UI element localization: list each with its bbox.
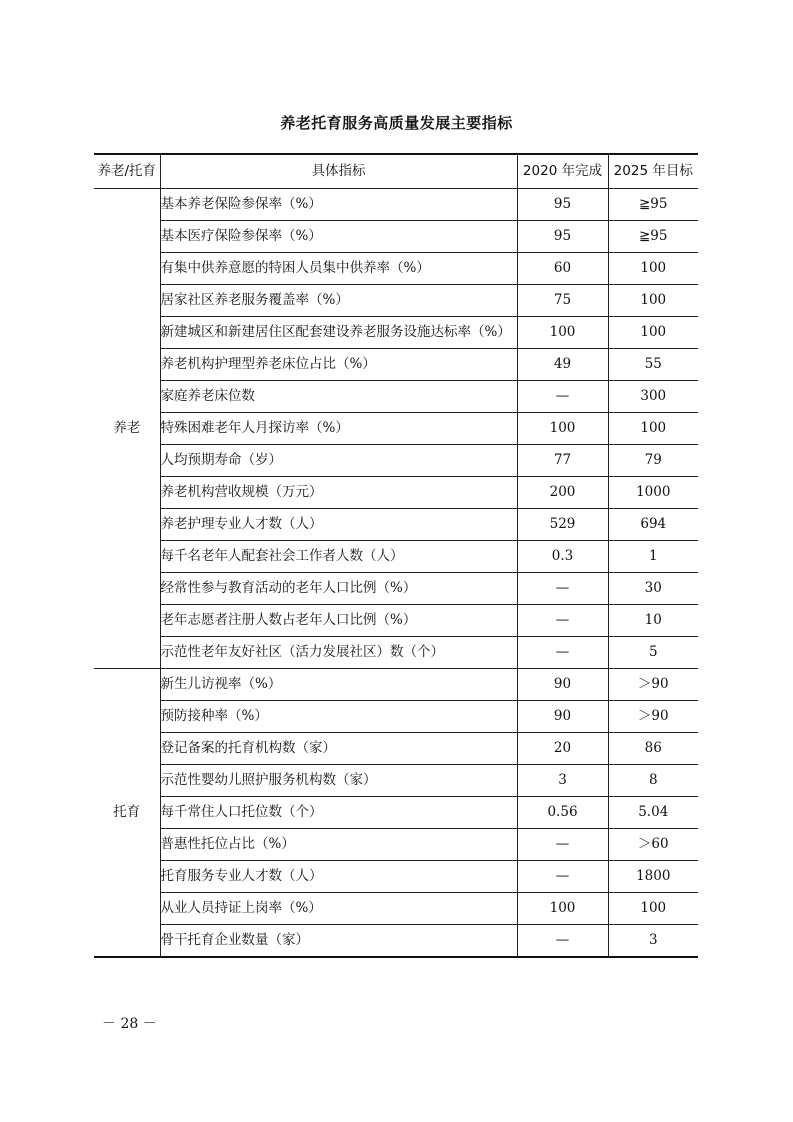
- value-2020-cell: 20: [517, 732, 608, 764]
- indicator-cell: 骨干托育企业数量（家）: [160, 924, 517, 957]
- table-body: [94, 188, 698, 957]
- value-2020-cell: 77: [517, 444, 608, 476]
- indicator-cell: 养老护理专业人才数（人）: [160, 508, 517, 540]
- value-2020-cell: 0.3: [517, 540, 608, 572]
- indicator-cell: 人均预期寿命（岁）: [160, 444, 517, 476]
- header-row: [94, 154, 698, 188]
- table-row: [94, 252, 698, 284]
- table-row: [94, 188, 698, 220]
- indicator-cell: 从业人员持证上岗率（%）: [160, 892, 517, 924]
- indicator-cell: 家庭养老床位数: [160, 380, 517, 412]
- value-2025-cell: ＞60: [608, 828, 698, 860]
- value-2025-cell: 86: [608, 732, 698, 764]
- value-2025-cell: 100: [608, 412, 698, 444]
- table-row: [94, 636, 698, 668]
- value-2025-cell: 10: [608, 604, 698, 636]
- table-row: [94, 668, 698, 700]
- indicator-cell: 经常性参与教育活动的老年人口比例（%）: [160, 572, 517, 604]
- value-2020-cell: 49: [517, 348, 608, 380]
- value-2020-cell: 90: [517, 700, 608, 732]
- value-2025-cell: ≧95: [608, 220, 698, 252]
- value-2025-cell: 8: [608, 764, 698, 796]
- value-2025-cell: 1: [608, 540, 698, 572]
- page-number: － 28 －: [102, 1016, 157, 1032]
- table-row: [94, 924, 698, 957]
- indicator-cell: 养老机构营收规模（万元）: [160, 476, 517, 508]
- table-row: [94, 732, 698, 764]
- table-row: [94, 540, 698, 572]
- value-2020-cell: 100: [517, 892, 608, 924]
- header-2020: 2020 年完成: [517, 154, 608, 188]
- value-2025-cell: 1800: [608, 860, 698, 892]
- indicator-cell: 示范性老年友好社区（活力发展社区）数（个）: [160, 636, 517, 668]
- indicator-cell: 新建城区和新建居住区配套建设养老服务设施达标率（%）: [160, 316, 517, 348]
- table-row: [94, 348, 698, 380]
- value-2020-cell: 90: [517, 668, 608, 700]
- header-category: 养老/托育: [94, 154, 160, 188]
- category-cell: 养老: [94, 188, 160, 668]
- indicator-cell: 普惠性托位占比（%）: [160, 828, 517, 860]
- table-row: [94, 764, 698, 796]
- value-2025-cell: 3: [608, 924, 698, 957]
- header-indicator: 具体指标: [160, 154, 517, 188]
- value-2025-cell: ＞90: [608, 700, 698, 732]
- table-row: [94, 444, 698, 476]
- table-title: 养老托育服务高质量发展主要指标: [280, 114, 513, 132]
- value-2025-cell: 100: [608, 892, 698, 924]
- table-row: [94, 892, 698, 924]
- value-2025-cell: 100: [608, 252, 698, 284]
- value-2025-cell: ＞90: [608, 668, 698, 700]
- indicator-cell: 新生儿访视率（%）: [160, 668, 517, 700]
- value-2020-cell: —: [517, 380, 608, 412]
- indicator-cell: 有集中供养意愿的特困人员集中供养率（%）: [160, 252, 517, 284]
- table-row: [94, 700, 698, 732]
- value-2025-cell: 100: [608, 284, 698, 316]
- value-2025-cell: 5.04: [608, 796, 698, 828]
- value-2025-cell: 694: [608, 508, 698, 540]
- value-2020-cell: 529: [517, 508, 608, 540]
- table-row: [94, 860, 698, 892]
- indicator-cell: 托育服务专业人才数（人）: [160, 860, 517, 892]
- value-2020-cell: 95: [517, 188, 608, 220]
- value-2020-cell: 60: [517, 252, 608, 284]
- indicator-cell: 基本养老保险参保率（%）: [160, 188, 517, 220]
- table-row: [94, 284, 698, 316]
- value-2025-cell: ≧95: [608, 188, 698, 220]
- table-row: [94, 572, 698, 604]
- value-2025-cell: 1000: [608, 476, 698, 508]
- indicator-cell: 示范性婴幼儿照护服务机构数（家）: [160, 764, 517, 796]
- indicator-cell: 基本医疗保险参保率（%）: [160, 220, 517, 252]
- value-2020-cell: 200: [517, 476, 608, 508]
- value-2020-cell: —: [517, 604, 608, 636]
- table-row: [94, 412, 698, 444]
- table-row: [94, 604, 698, 636]
- value-2020-cell: 100: [517, 412, 608, 444]
- indicator-cell: 登记备案的托育机构数（家）: [160, 732, 517, 764]
- header-2025: 2025 年目标: [608, 154, 698, 188]
- table-row: [94, 316, 698, 348]
- value-2020-cell: —: [517, 572, 608, 604]
- table-row: [94, 220, 698, 252]
- value-2020-cell: —: [517, 860, 608, 892]
- value-2020-cell: 75: [517, 284, 608, 316]
- value-2020-cell: 100: [517, 316, 608, 348]
- indicator-cell: 老年志愿者注册人数占老年人口比例（%）: [160, 604, 517, 636]
- value-2025-cell: 300: [608, 380, 698, 412]
- value-2020-cell: 0.56: [517, 796, 608, 828]
- value-2020-cell: 95: [517, 220, 608, 252]
- value-2025-cell: 100: [608, 316, 698, 348]
- indicator-cell: 居家社区养老服务覆盖率（%）: [160, 284, 517, 316]
- value-2025-cell: 79: [608, 444, 698, 476]
- value-2025-cell: 5: [608, 636, 698, 668]
- value-2025-cell: 55: [608, 348, 698, 380]
- indicator-cell: 每千常住人口托位数（个）: [160, 796, 517, 828]
- indicator-cell: 特殊困难老年人月探访率（%）: [160, 412, 517, 444]
- value-2020-cell: —: [517, 636, 608, 668]
- indicator-cell: 预防接种率（%）: [160, 700, 517, 732]
- table-row: [94, 508, 698, 540]
- category-cell: 托育: [94, 668, 160, 957]
- value-2020-cell: 3: [517, 764, 608, 796]
- table-row: [94, 476, 698, 508]
- indicators-table: [94, 153, 698, 958]
- indicator-cell: 养老机构护理型养老床位占比（%）: [160, 348, 517, 380]
- value-2020-cell: —: [517, 924, 608, 957]
- table-row: [94, 380, 698, 412]
- value-2020-cell: —: [517, 828, 608, 860]
- indicator-cell: 每千名老年人配套社会工作者人数（人）: [160, 540, 517, 572]
- value-2025-cell: 30: [608, 572, 698, 604]
- table-row: [94, 828, 698, 860]
- table-row: [94, 796, 698, 828]
